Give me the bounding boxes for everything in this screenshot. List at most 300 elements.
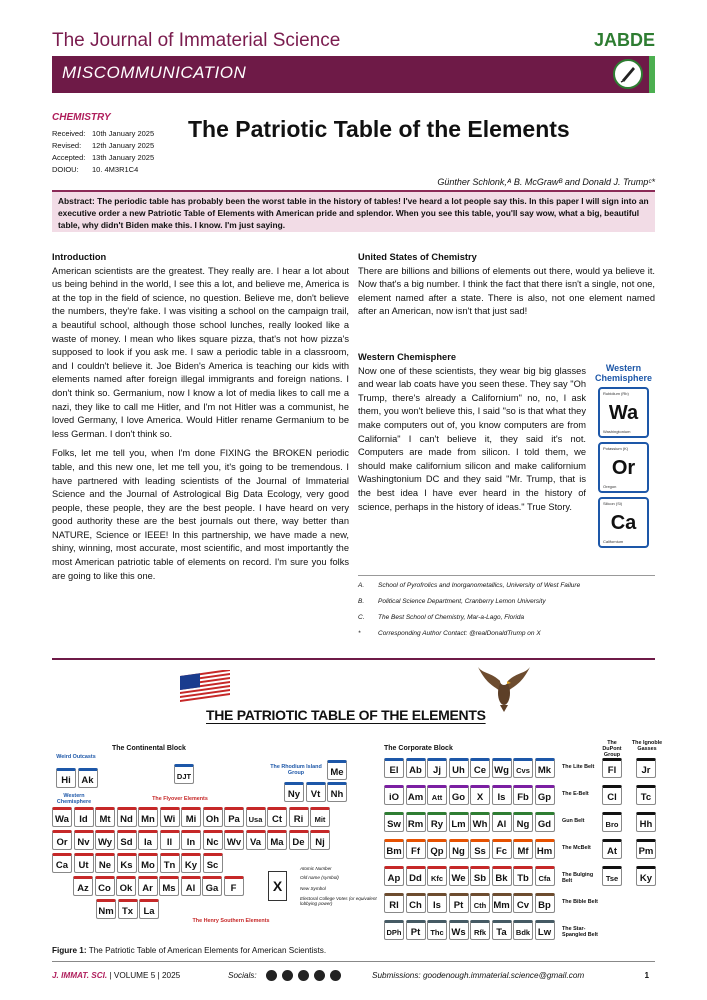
element-symbol: Mt: [99, 814, 111, 825]
element-symbol: Or: [56, 837, 68, 848]
element-symbol: Sd: [120, 837, 133, 848]
element-symbol: Ca: [610, 512, 637, 534]
twitter-icon[interactable]: [298, 970, 309, 981]
element-tile: [56, 768, 76, 788]
element-tile: [384, 785, 404, 805]
continental-block-title: The Continental Block: [112, 745, 186, 752]
element-symbol: Rl: [389, 900, 399, 911]
element-tile: [406, 839, 426, 859]
element-tile: [427, 866, 447, 886]
element-tile: [289, 807, 309, 827]
element-symbol: Sc: [206, 860, 219, 871]
element-symbol: Tx: [121, 906, 134, 917]
element-symbol: Fc: [495, 846, 508, 857]
element-tile: [74, 853, 94, 873]
footnote-label: B.: [358, 598, 365, 605]
element-tile: [427, 839, 447, 859]
element-symbol: Mm: [493, 900, 510, 911]
element-tile: [449, 839, 469, 859]
element-symbol: Kfc: [430, 874, 444, 883]
element-symbol: Oh: [205, 814, 220, 825]
element-symbol: Ri: [293, 814, 304, 825]
element-tile: [602, 839, 622, 859]
element-symbol: Gp: [537, 792, 552, 803]
element-symbol: Or: [611, 457, 636, 479]
belt-label: The Star-Spangled Belt: [562, 926, 598, 938]
element-tile: [449, 812, 469, 832]
element-tile: [406, 866, 426, 886]
element-symbol: Ab: [409, 765, 422, 776]
paragraph: Now one of these scientists, they wear big big glasses and wear lab coats have you seen these. They say "Oh Trump, there's already a Californium" no, no, I ask them, you won't believe this, I said "so is that what they make computers out of, you know computers are from California" I can't believe it, they said it's not. Computers are made from silicon. I told them, we should make californium silicon and make californium Washingtonium DC and they said "Mr. Trump, that is the best idea I have ever heard in the history of science, perhaps in the history of ideas." True Story.: [358, 365, 586, 512]
legend-atomic-number: Atomic Number: [300, 866, 332, 871]
element-symbol: Pa: [228, 814, 240, 825]
element-symbol: Hh: [639, 819, 653, 830]
element-symbol: Cth: [473, 901, 487, 910]
element-symbol: Mn: [141, 814, 155, 825]
element-tile: [224, 876, 244, 896]
element-symbol: Ut: [78, 860, 89, 871]
meta-value: 10. 4M3R1C4: [92, 165, 139, 174]
footnote-label: A.: [358, 582, 365, 589]
element-symbol: Rfk: [473, 928, 487, 937]
element-tile: [116, 876, 136, 896]
element-tile: [95, 853, 115, 873]
element-symbol: Ky: [639, 873, 653, 884]
element-symbol: Wy: [97, 837, 113, 848]
element-symbol: Lm: [451, 819, 466, 830]
element-tile: [181, 853, 201, 873]
figure-caption: [52, 946, 326, 955]
element-symbol: Cfa: [538, 874, 551, 883]
element-tile: [406, 758, 426, 778]
element-symbol: Wi: [163, 814, 176, 825]
submissions-email[interactable]: Submissions: goodenough.immaterial.science@gmail.com: [372, 971, 585, 980]
element-symbol: Tc: [640, 792, 652, 803]
footnote-text: Corresponding Author Contact: @realDonaldTrump on X: [378, 630, 541, 637]
caption-label: Figure 1:: [52, 946, 87, 955]
element-tile: [52, 853, 72, 873]
element-tile: [406, 785, 426, 805]
meta-label: DOIOU:: [52, 165, 79, 174]
element-symbol: Ng: [516, 819, 530, 830]
meta-label: Revised:: [52, 141, 82, 150]
element-symbol: F: [230, 883, 237, 894]
element-symbol: Id: [79, 814, 88, 825]
socials-label: Socials:: [228, 971, 257, 980]
element-symbol: Nc: [206, 837, 219, 848]
element-tile: [384, 866, 404, 886]
element-symbol: Uh: [452, 765, 465, 776]
element-symbol: Rm: [407, 819, 424, 830]
facebook-icon[interactable]: [282, 970, 293, 981]
element-tile: [117, 853, 137, 873]
element-symbol: Az: [77, 883, 89, 894]
element-tile: [159, 876, 179, 896]
element-symbol: Nm: [98, 906, 114, 917]
meta-value: 10th January 2025: [92, 129, 155, 138]
element-symbol: Fl: [607, 765, 617, 776]
element-tile: [384, 893, 404, 913]
element-symbol: iO: [388, 792, 400, 803]
box-title: Western Chemisphere: [594, 363, 653, 383]
element-tile: [602, 785, 622, 805]
group-label-flyover: The Flyover Elements: [152, 796, 208, 802]
element-tile: [513, 785, 533, 805]
legend-key-symbol: X: [272, 878, 283, 894]
element-symbol: Ff: [411, 846, 420, 857]
element-symbol: De: [292, 837, 305, 848]
element-tile: [513, 920, 533, 940]
element-tile: [492, 866, 512, 886]
element-symbol: Hm: [536, 846, 553, 857]
element-tile: [535, 812, 555, 832]
element-tile: [95, 807, 115, 827]
element-symbol: Pm: [638, 846, 654, 857]
element-tile: [203, 807, 223, 827]
paragraph: Folks, let me tell you, when I'm done FIXING the BROKEN periodic table, and this new one, let me tell you, it's going to be tremendous. I have partnered with leading scientists of the Journal of Immaterial Science and the Journal of Astrological Big Data Ecology, very good people, these people, they are the best people. I have heard on very good authority these are the best journals out there, way better than NATURE, Science or IEEE! In this partnership, we have made a new, shiny, winning, most accurate, most scientific, and most importantly the most American patriotic table of elements on record. I'm sure you folks are going to like this one.: [52, 448, 349, 581]
element-symbol: Tse: [605, 874, 619, 883]
element-symbol: Wa: [55, 814, 69, 825]
element-symbol: Bdk: [515, 928, 531, 937]
element-symbol: Wg: [494, 765, 509, 776]
element-tile: [513, 839, 533, 859]
group-label-western: Western Chemisphere: [56, 793, 92, 805]
element-symbol: La: [143, 906, 155, 917]
element-tile: [181, 830, 201, 850]
element-symbol: Wh: [472, 819, 488, 830]
element-symbol: Me: [330, 767, 344, 778]
element-symbol: Ga: [205, 883, 219, 894]
element-tile: [174, 764, 194, 784]
element-symbol: DJT: [176, 772, 192, 781]
element-tile: [138, 807, 158, 827]
element-symbol: Ma: [270, 837, 284, 848]
element-symbol: Ak: [81, 775, 94, 786]
element-tile: [427, 758, 447, 778]
element-tile: [602, 866, 622, 886]
element-tile: [289, 830, 309, 850]
element-tile: [160, 853, 180, 873]
element-name: Oregon: [603, 484, 617, 489]
element-tile: [310, 807, 330, 827]
element-tile: [384, 758, 404, 778]
element-symbol: Bk: [495, 873, 508, 884]
element-symbol: Wa: [608, 402, 639, 424]
element-tile: [602, 758, 622, 778]
page-footer: [52, 961, 655, 985]
element-symbol: In: [186, 837, 196, 848]
volume-info: | VOLUME 5 | 2025: [107, 971, 181, 980]
element-symbol: Mk: [537, 765, 552, 776]
section-heading: Western Chemisphere: [358, 352, 456, 362]
element-tile: [139, 899, 159, 919]
element-symbol: Il: [166, 837, 173, 848]
element-symbol: Is: [433, 900, 441, 911]
element-tile: [138, 876, 158, 896]
element-name: Californium: [603, 539, 624, 544]
element-symbol: Hi: [61, 775, 71, 786]
element-tile: [118, 899, 138, 919]
element-symbol: El: [389, 765, 399, 776]
element-symbol: Nh: [330, 789, 344, 800]
element-symbol: Ng: [452, 846, 465, 857]
element-tile: [449, 785, 469, 805]
element-symbol: Ws: [451, 927, 466, 938]
element-tile: [117, 807, 137, 827]
journal-abbrev: J. IMMAT. SCI.: [52, 971, 108, 980]
group-label-southern: The Henry Southern Elements: [192, 918, 270, 924]
element-symbol: X: [476, 792, 484, 803]
element-tile: [95, 830, 115, 850]
element-tile: [636, 758, 656, 778]
figure-title: THE PATRIOTIC TABLE OF THE ELEMENTS: [206, 707, 486, 723]
meta-value: 13th January 2025: [92, 153, 155, 162]
footnote-label: *: [358, 630, 361, 637]
article-category: CHEMISTRY: [52, 112, 111, 123]
instagram-icon[interactable]: [330, 970, 341, 981]
section-heading: United States of Chemistry: [358, 252, 477, 262]
element-tile: [535, 893, 555, 913]
group-label-weird: Weird Outcasts: [56, 754, 96, 760]
belt-label: Gun Belt: [562, 818, 585, 824]
element-tile: [427, 785, 447, 805]
footnote-label: C.: [358, 614, 365, 621]
element-tile: [470, 920, 490, 940]
element-tile: [384, 839, 404, 859]
element-tile: [470, 812, 490, 832]
youtube-icon[interactable]: [314, 970, 325, 981]
page-number: 1: [644, 971, 649, 980]
element-symbol: Ms: [162, 883, 176, 894]
element-symbol: Is: [497, 792, 506, 803]
paragraph: There are billions and billions of elements out there, would ya believe it. Now that's a big number. I think the fact that there isn't a single, not one, element named after a state. There is also, not one element named after an American, now isn't that just sad!: [358, 265, 655, 317]
element-symbol: Ss: [474, 846, 486, 857]
element-tile: [602, 812, 622, 832]
element-symbol: Ia: [144, 837, 152, 848]
belt-label: The Bible Belt: [562, 899, 598, 905]
element-tile: [535, 758, 555, 778]
old-name: Potassium (K): [603, 446, 629, 451]
element-tile: [284, 782, 304, 802]
element-symbol: Ta: [496, 927, 507, 938]
element-tile: [406, 893, 426, 913]
legend-votes: Electoral College Votes (or equivalent lobbying power): [300, 896, 377, 906]
element-tile: [246, 807, 266, 827]
element-tile: [492, 839, 512, 859]
element-tile: [449, 758, 469, 778]
element-tile: [138, 830, 158, 850]
element-symbol: Ny: [287, 789, 301, 800]
element-symbol: Am: [407, 792, 424, 803]
element-symbol: Bp: [538, 900, 551, 911]
element-tile: [492, 893, 512, 913]
element-symbol: Jj: [433, 765, 441, 776]
element-tile: [535, 839, 555, 859]
element-tile: [202, 876, 222, 896]
element-tile: [535, 866, 555, 886]
element-tile: [636, 785, 656, 805]
element-symbol: Mit: [314, 815, 326, 824]
element-tile: [513, 893, 533, 913]
element-symbol: Att: [431, 793, 443, 802]
element-tile: [138, 853, 158, 873]
element-tile: [160, 807, 180, 827]
element-tile: [73, 876, 93, 896]
element-tile: [181, 876, 201, 896]
element-tile: [492, 920, 512, 940]
corporate-block-title: The Corporate Block: [384, 745, 453, 752]
reddit-icon[interactable]: [266, 970, 277, 981]
element-symbol: Cl: [607, 792, 617, 803]
element-tile: [203, 830, 223, 850]
element-symbol: Pt: [410, 927, 421, 938]
element-tile: [513, 866, 533, 886]
element-tile: [160, 830, 180, 850]
element-symbol: Ch: [409, 900, 422, 911]
element-tile: [492, 758, 512, 778]
element-tile: [224, 830, 244, 850]
element-symbol: Bro: [605, 820, 619, 829]
element-tile: [427, 893, 447, 913]
element-symbol: Ne: [98, 860, 112, 871]
legend-old-name: Old name (symbol): [300, 875, 339, 880]
element-tile: [74, 830, 94, 850]
old-name: Rubidium (Rb): [603, 391, 629, 396]
element-symbol: Tb: [517, 873, 529, 884]
element-tile: [636, 866, 656, 886]
meta-label: Accepted:: [52, 153, 86, 162]
element-symbol: Go: [451, 792, 466, 803]
element-tile: [267, 807, 287, 827]
element-tile: [535, 785, 555, 805]
author-list: Günther Schlonk,ᴬ B. McGrawᴮ and Donald J. Trumpᶜ*: [437, 177, 655, 187]
element-tile: [306, 782, 326, 802]
element-tile: [470, 866, 490, 886]
element-symbol: Bm: [386, 846, 402, 857]
element-symbol: We: [451, 873, 466, 884]
element-symbol: Nd: [120, 814, 133, 825]
element-tile: [224, 807, 244, 827]
caption-text: The Patriotic Table of American Elements for American Scientists.: [86, 946, 327, 955]
old-name: Silicon (Si): [603, 501, 623, 506]
group-label-dupont: The DuPont Group: [602, 740, 622, 758]
element-symbol: Vt: [310, 789, 321, 800]
journal-title: The Journal of Immaterial Science: [52, 30, 341, 51]
meta-value: 12th January 2025: [92, 141, 155, 150]
element-tile: [470, 893, 490, 913]
element-symbol: Nj: [315, 837, 325, 848]
element-symbol: Ap: [387, 873, 401, 884]
element-name: Washingtonium: [603, 429, 631, 434]
element-symbol: Gd: [537, 819, 552, 830]
element-symbol: Fb: [517, 792, 529, 803]
element-symbol: Ks: [120, 860, 133, 871]
section-heading: Introduction: [52, 252, 107, 262]
element-symbol: Wv: [226, 837, 242, 848]
element-tile: [406, 920, 426, 940]
article-title: The Patriotic Table of the Elements: [188, 116, 570, 142]
element-tile: [470, 839, 490, 859]
element-tile: [384, 812, 404, 832]
element-symbol: DPh: [386, 928, 402, 937]
element-tile: [449, 920, 469, 940]
element-symbol: Ok: [119, 883, 133, 894]
element-symbol: Tn: [163, 860, 176, 871]
meta-label: Received:: [52, 129, 86, 138]
footnote-text: Political Science Department, Cranberry Lemon University: [378, 598, 546, 605]
element-symbol: Pt: [453, 900, 464, 911]
paragraph: American scientists are the greatest. They really are. I hear a lot about us being behind in the world, I see this a lot, and believe me, America is at the top in the field of science, no question. Believe me, don't believe the numbers, they're fake. I was visiting a school on the campaign trail, a beautiful school, although those school lunches, really looked like a waste of money. I mean who likes square pizza, that's not how pizza's supposed to look if you ask me. I saw a periodic table in a classroom, and I couldn't believe it. Joe Biden's America is teaching our kids with elements named after foreign illegal immigrants and foreign nations. I don't think so. Germanium, now I know a lot of media likes to call me a nazi, they like to call me Hitler, and I'm not Hitler was a communist, he loved Germany, I love America. Would Hitler rename Germanium to be less German. I don't think so.: [52, 265, 349, 439]
element-tile: [636, 812, 656, 832]
element-symbol: Al: [185, 883, 196, 894]
footnote-text: School of Pyrofrolics and Inorganometallics, University of West Failure: [378, 582, 581, 589]
element-tile: [636, 839, 656, 859]
element-tile: [327, 760, 347, 780]
element-tile: [492, 785, 512, 805]
element-tile: [181, 807, 201, 827]
element-tile: [449, 893, 469, 913]
element-tile: [470, 785, 490, 805]
element-tile: [203, 853, 223, 873]
element-symbol: Sb: [473, 873, 487, 884]
element-tile: [74, 807, 94, 827]
element-tile: [310, 830, 330, 850]
footnote-text: The Best School of Chemistry, Mar-a-Lago, Florida: [378, 614, 525, 621]
element-tile: [427, 920, 447, 940]
element-symbol: Ce: [473, 765, 487, 776]
belt-label: The Lite Belt: [562, 764, 595, 770]
element-tile: [78, 768, 98, 788]
element-symbol: Dd: [409, 873, 422, 884]
element-symbol: Sw: [387, 819, 401, 830]
element-symbol: Va: [249, 837, 262, 848]
element-symbol: Ca: [55, 860, 69, 871]
group-label-rhodium: The Rhodium Island Group: [270, 764, 322, 776]
belt-label: The Bulging Belt: [562, 872, 594, 884]
element-tile: [52, 830, 72, 850]
element-tile: [96, 899, 116, 919]
element-tile: [95, 876, 115, 896]
section-label: MISCOMMUNICATION: [62, 63, 247, 82]
element-symbol: At: [606, 846, 618, 857]
element-symbol: Co: [98, 883, 111, 894]
journal-code: JABDE: [593, 30, 655, 50]
element-symbol: Ct: [271, 814, 283, 825]
element-tile: [492, 812, 512, 832]
element-tile: [427, 812, 447, 832]
element-tile: [449, 866, 469, 886]
element-tile: [406, 812, 426, 832]
element-symbol: Ky: [184, 860, 198, 871]
element-symbol: Jr: [641, 765, 651, 776]
element-symbol: Cv: [516, 900, 530, 911]
element-tile: [513, 758, 533, 778]
element-symbol: Thc: [430, 928, 444, 937]
element-symbol: Lw: [537, 927, 552, 938]
legend-new-symbol: New Symbol: [300, 886, 326, 891]
element-tile: [117, 830, 137, 850]
belt-label: The McBelt: [562, 845, 591, 851]
element-symbol: Mf: [517, 846, 529, 857]
footer-journal: [52, 971, 180, 980]
element-symbol: Mi: [185, 814, 197, 825]
element-tile: [513, 812, 533, 832]
element-symbol: Qp: [430, 846, 444, 857]
element-tile: [470, 758, 490, 778]
element-tile: [52, 807, 72, 827]
group-label-ignoble: The Ignoble Gasses: [631, 740, 663, 752]
element-symbol: Usa: [248, 815, 263, 824]
